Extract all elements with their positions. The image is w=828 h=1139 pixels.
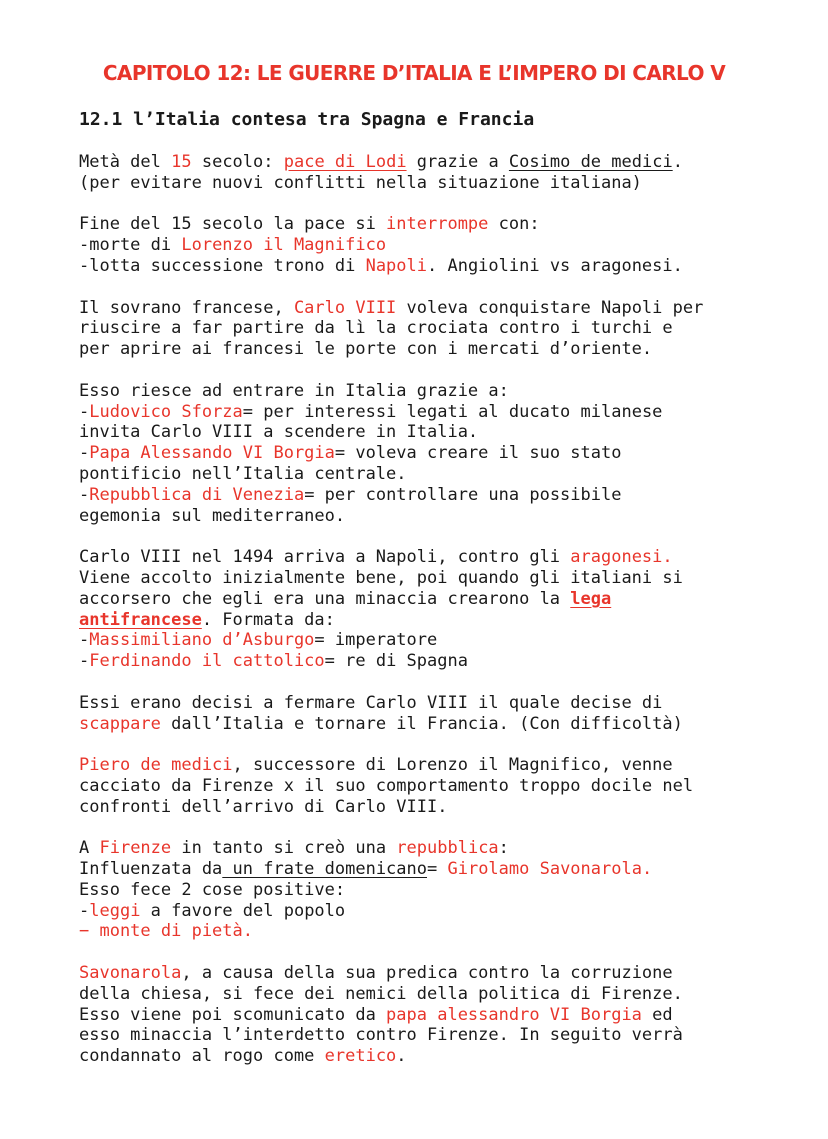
text-segment: a favore del popolo xyxy=(140,900,346,921)
text-segment: (per evitare nuovi conflitti nella situazione italiana) xyxy=(79,172,642,193)
highlighted-term: antifrancese xyxy=(79,609,202,630)
text-segment: grazie a xyxy=(406,152,509,172)
text-line xyxy=(79,318,703,339)
text-segment: in tanto si creò una xyxy=(171,838,397,859)
text-segment: pontificio nell’Italia centrale. xyxy=(79,463,407,484)
text-segment: = per interessi legati al ducato milanese xyxy=(242,401,663,422)
text-segment: cacciato da Firenze x il suo comportamento troppo docile nel xyxy=(79,775,694,796)
highlighted-term: Firenze xyxy=(99,838,172,859)
text-line xyxy=(79,173,703,194)
text-segment: -lotta successione trono di xyxy=(79,255,366,276)
text-line xyxy=(79,1025,703,1046)
text-line xyxy=(79,1046,703,1067)
text-segment: Metà del xyxy=(79,152,172,172)
text-line xyxy=(79,755,703,776)
text-segment: , successore di Lorenzo il Magnifico, venne xyxy=(232,755,673,776)
paragraph xyxy=(79,547,703,672)
highlighted-term: pace di Lodi xyxy=(283,152,407,172)
text-line xyxy=(79,464,703,485)
highlighted-term: Papa Alessando VI Borgia xyxy=(89,443,335,464)
paragraph xyxy=(79,214,703,276)
highlighted-term: Girolamo Savonarola. xyxy=(447,859,653,880)
text-segment: riuscire a far partire da lì la crociata contro i turchi e xyxy=(79,318,673,339)
text-line xyxy=(79,235,703,256)
text-segment: - xyxy=(79,484,90,505)
paragraph xyxy=(79,298,703,360)
text-segment: . Angiolini vs aragonesi. xyxy=(427,255,683,276)
highlighted-term: scappare xyxy=(79,713,161,734)
highlighted-term: Lorenzo il Magnifico xyxy=(181,235,387,256)
text-segment: Il sovrano francese, xyxy=(79,297,294,318)
text-line xyxy=(79,859,703,880)
highlighted-term: Repubblica di Venezia xyxy=(89,484,305,505)
text-line xyxy=(79,422,703,443)
text-segment: Influenzata da xyxy=(79,859,223,880)
text-line xyxy=(79,298,703,319)
text-line xyxy=(79,714,703,735)
text-segment: Esso viene poi scomunicato da xyxy=(79,1004,387,1025)
paragraph xyxy=(79,693,703,735)
text-segment: = voleva creare il suo stato xyxy=(334,443,622,464)
highlighted-term: 15 xyxy=(171,152,192,172)
text-segment: Viene accolto inizialmente bene, poi quando gli italiani si xyxy=(79,567,683,588)
text-segment: : xyxy=(498,838,509,859)
text-segment: dall’Italia e tornare il Francia. (Con difficoltà) xyxy=(160,713,683,734)
text-line xyxy=(79,568,703,589)
text-segment: = xyxy=(427,859,448,880)
text-segment: . xyxy=(396,1046,407,1067)
text-line xyxy=(79,443,703,464)
highlighted-term: eretico xyxy=(324,1046,397,1067)
paragraph xyxy=(79,963,703,1067)
text-segment: - xyxy=(79,443,90,464)
text-line xyxy=(79,381,703,402)
text-line xyxy=(79,402,703,423)
highlighted-term: Piero de medici xyxy=(79,755,233,776)
document-body xyxy=(79,152,703,1088)
text-line xyxy=(79,921,703,942)
text-segment: = per controllare una possibile xyxy=(304,484,622,505)
paragraph xyxy=(79,755,703,817)
text-segment: egemonia sul mediterraneo. xyxy=(79,505,346,526)
text-line xyxy=(79,838,703,859)
highlighted-term: Ludovico Sforza xyxy=(89,401,243,422)
text-line xyxy=(79,506,703,527)
highlighted-term: Carlo VIII xyxy=(293,297,397,318)
text-segment: -morte di xyxy=(79,235,182,256)
text-segment: - xyxy=(79,900,90,921)
text-line xyxy=(79,693,703,714)
highlighted-term: Ferdinando il cattolico xyxy=(89,651,325,672)
text-segment: = imperatore xyxy=(314,630,438,651)
chapter-title: CAPITOLO 12: LE GUERRE D’ITALIA E L’IMPERO DI CARLO V xyxy=(102,61,726,85)
highlighted-term: papa alessandro VI Borgia xyxy=(386,1004,642,1025)
text-segment: ed xyxy=(641,1004,673,1025)
text-segment: confronti dell’arrivo di Carlo VIII. xyxy=(79,796,448,817)
text-segment: Essi erano decisi a fermare Carlo VIII il quale decise di xyxy=(79,692,663,713)
highlighted-term: Napoli xyxy=(365,255,427,276)
text-segment: per aprire ai francesi le porte con i mercati d’oriente. xyxy=(79,339,653,360)
text-segment: Esso riesce ad entrare in Italia grazie a: xyxy=(79,380,509,401)
text-segment: , a causa della sua predica contro la corruzione xyxy=(181,963,673,984)
text-line xyxy=(79,589,703,610)
text-line xyxy=(79,547,703,568)
section-heading: 12.1 l’Italia contesa tra Spagna e Francia xyxy=(79,109,535,130)
text-line xyxy=(79,1005,703,1026)
text-line xyxy=(79,256,703,277)
text-line xyxy=(79,610,703,631)
text-segment: . Formata da: xyxy=(201,609,335,630)
paragraph xyxy=(79,381,703,527)
highlighted-term: lega xyxy=(570,588,612,609)
text-segment: invita Carlo VIII a scendere in Italia. xyxy=(79,422,479,443)
text-segment: . xyxy=(672,152,683,172)
paragraph xyxy=(79,838,703,942)
highlighted-term: Savonarola xyxy=(79,963,182,984)
text-line xyxy=(79,651,703,672)
highlighted-term: aragonesi. xyxy=(570,547,673,568)
text-segment: - xyxy=(79,401,90,422)
text-segment: A xyxy=(79,838,100,859)
text-segment: Cosimo de medici xyxy=(508,152,673,172)
text-segment: accorsero che egli era una minaccia crearono la xyxy=(79,588,571,609)
highlighted-term: interrompe xyxy=(386,214,489,235)
text-segment: Carlo VIII nel 1494 arriva a Napoli, contro gli xyxy=(79,547,571,568)
text-segment: secolo: xyxy=(191,152,284,172)
text-line xyxy=(79,776,703,797)
text-segment: - xyxy=(79,651,90,672)
text-line xyxy=(79,880,703,901)
text-line xyxy=(79,797,703,818)
text-segment: - xyxy=(79,630,90,651)
text-segment: condannato al rogo come xyxy=(79,1046,325,1067)
text-segment: voleva conquistare Napoli per xyxy=(396,297,704,318)
highlighted-term: Massimiliano d’Asburgo xyxy=(89,630,315,651)
highlighted-term: leggi xyxy=(89,900,141,921)
text-line xyxy=(79,901,703,922)
text-segment: esso minaccia l’interdetto contro Firenze. In seguito verrà xyxy=(79,1025,683,1046)
highlighted-term: − monte di pietà. xyxy=(79,921,253,942)
text-line xyxy=(79,152,703,173)
text-segment: = re di Spagna xyxy=(324,651,468,672)
text-segment: Fine del 15 secolo la pace si xyxy=(79,214,387,235)
text-line xyxy=(79,485,703,506)
highlighted-term: repubblica xyxy=(396,838,499,859)
text-line xyxy=(79,339,703,360)
text-segment: con: xyxy=(488,214,540,235)
text-line xyxy=(79,214,703,235)
text-line xyxy=(79,984,703,1005)
text-line xyxy=(79,630,703,651)
text-segment: un frate domenicano xyxy=(222,859,427,880)
paragraph xyxy=(79,152,703,194)
text-segment: Esso fece 2 cose positive: xyxy=(79,879,346,900)
text-segment: della chiesa, si fece dei nemici della politica di Firenze. xyxy=(79,983,683,1004)
text-line xyxy=(79,963,703,984)
